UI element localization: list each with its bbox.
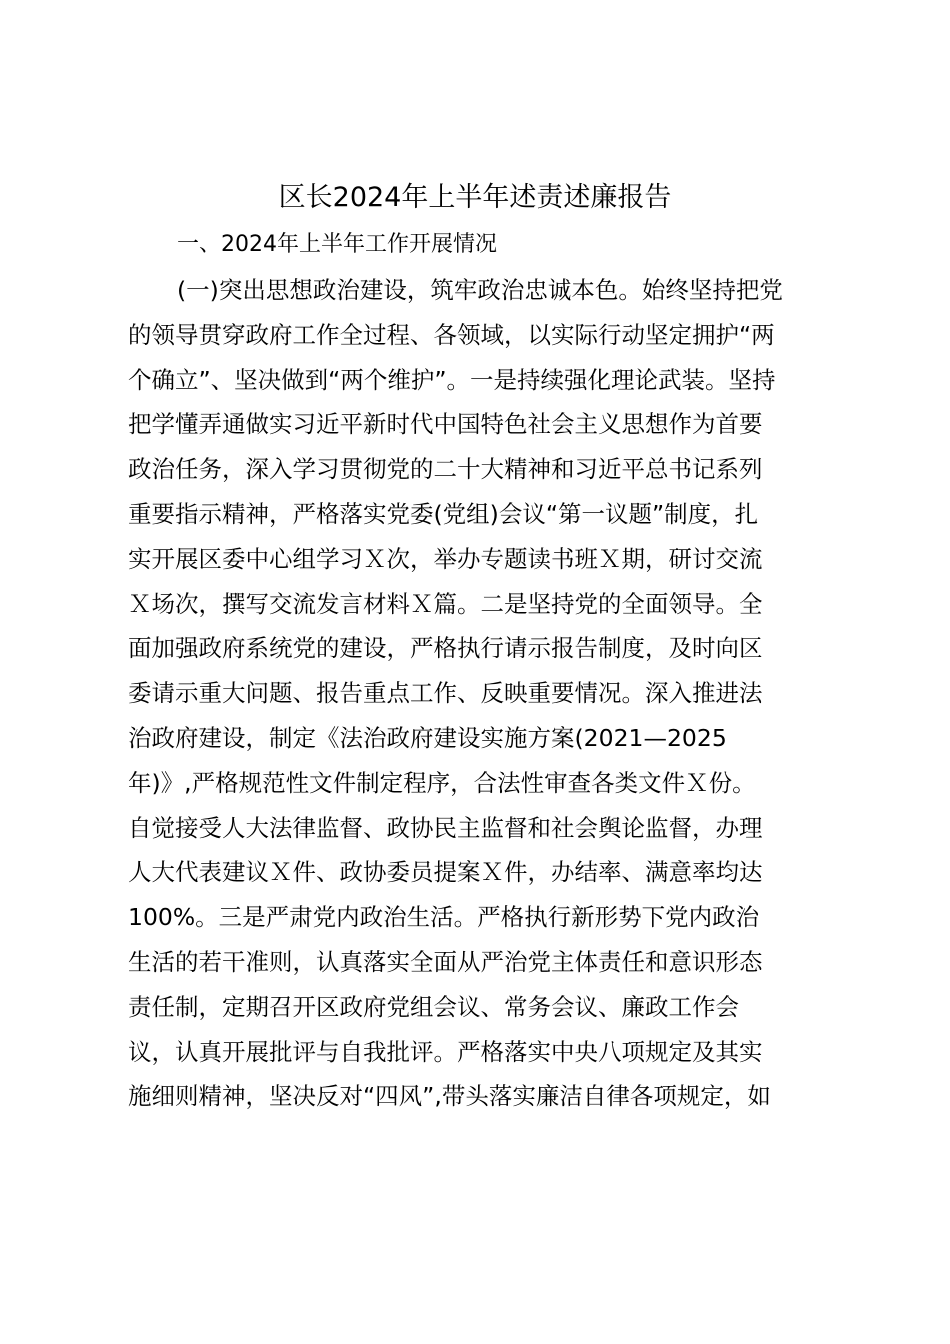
body-line: 实开展区委中心组学习Ｘ次，举办专题读书班Ｘ期，研讨交流: [128, 545, 763, 573]
body-line: 年)》,严格规范性文件制定程序，合法性审查各类文件Ｘ份。: [128, 769, 756, 797]
body-line: 责任制，定期召开区政府党组会议、常务会议、廉政工作会: [128, 993, 739, 1021]
body-line: 政治任务，深入学习贯彻党的二十大精神和习近平总书记系列: [128, 455, 763, 483]
body-line: 100%。三是严肃党内政治生活。严格执行新形势下党内政治: [128, 903, 760, 931]
body-line: (一)突出思想政治建设，筑牢政治忠诚本色。始终坚持把党: [177, 276, 783, 304]
body-line: 的领导贯穿政府工作全过程、各领域，以实际行动坚定拥护“两: [128, 321, 775, 349]
body-line: 治政府建设，制定《法治政府建设实施方案(2021—2025: [128, 724, 727, 752]
body-line: 个确立”、坚决做到“两个维护”。一是持续强化理论武装。坚持: [128, 366, 776, 394]
body-line: 人大代表建议Ｘ件、政协委员提案Ｘ件，办结率、满意率均达: [128, 858, 763, 886]
body-line: 议，认真开展批评与自我批评。严格落实中央八项规定及其实: [128, 1038, 763, 1066]
body-line: 重要指示精神，严格落实党委(党组)会议“第一议题”制度，扎: [128, 500, 759, 528]
body-line: 生活的若干准则，认真落实全面从严治党主体责任和意识形态: [128, 948, 763, 976]
body-line: 面加强政府系统党的建设，严格执行请示报告制度，及时向区: [128, 634, 763, 662]
body-line: 委请示重大问题、报告重点工作、反映重要情况。深入推进法: [128, 679, 763, 707]
body-line: 把学懂弄通做实习近平新时代中国特色社会主义思想作为首要: [128, 410, 763, 438]
section-heading: 一、2024年上半年工作开展情况: [177, 232, 497, 257]
document-title: 区长2024年上半年述责述廉报告: [278, 182, 672, 213]
body-line: 施细则精神，坚决反对“四风”,带头落实廉洁自律各项规定，如: [128, 1082, 771, 1110]
body-line: Ｘ场次，撰写交流发言材料Ｘ篇。二是坚持党的全面领导。全: [128, 590, 763, 618]
body-line: 自觉接受人大法律监督、政协民主监督和社会舆论监督，办理: [128, 814, 763, 842]
